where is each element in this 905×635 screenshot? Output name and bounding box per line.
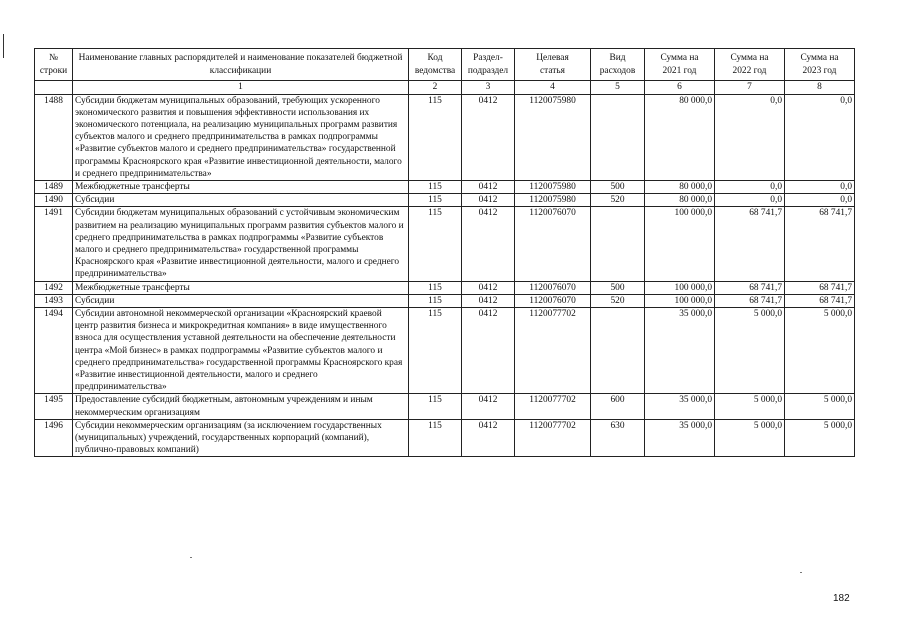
row-sum-2021: 100 000,0 [645, 281, 715, 294]
row-sum-2023: 0,0 [785, 194, 855, 207]
row-number: 1489 [35, 180, 73, 193]
row-razdel: 0412 [462, 194, 515, 207]
row-vedom: 115 [409, 180, 462, 193]
row-sum-2022: 5 000,0 [715, 419, 785, 457]
row-number: 1495 [35, 394, 73, 419]
row-number: 1491 [35, 207, 73, 281]
col-number: 5 [591, 81, 645, 95]
row-vid: 500 [591, 180, 645, 193]
row-celevaya: 1120075980 [515, 94, 591, 180]
table-row [35, 94, 855, 180]
row-vedom: 115 [409, 394, 462, 419]
row-razdel: 0412 [462, 294, 515, 307]
table-row [35, 194, 855, 207]
row-sum-2023: 5 000,0 [785, 419, 855, 457]
table-row [35, 180, 855, 193]
row-razdel: 0412 [462, 94, 515, 180]
row-celevaya: 1120076070 [515, 281, 591, 294]
row-sum-2023: 0,0 [785, 94, 855, 180]
row-sum-2021: 35 000,0 [645, 394, 715, 419]
row-sum-2023: 68 741,7 [785, 294, 855, 307]
row-celevaya: 1120077702 [515, 394, 591, 419]
row-number: 1494 [35, 307, 73, 393]
col-number: 8 [785, 81, 855, 95]
row-vid: 520 [591, 194, 645, 207]
row-celevaya: 1120077702 [515, 307, 591, 393]
row-sum-2023: 0,0 [785, 180, 855, 193]
row-razdel: 0412 [462, 394, 515, 419]
row-celevaya: 1120075980 [515, 180, 591, 193]
row-razdel: 0412 [462, 281, 515, 294]
row-sum-2023: 68 741,7 [785, 281, 855, 294]
row-vid [591, 94, 645, 180]
col-number: 2 [409, 81, 462, 95]
table-row [35, 281, 855, 294]
table-row [35, 207, 855, 281]
table-row [35, 307, 855, 393]
row-vedom: 115 [409, 194, 462, 207]
row-celevaya: 1120076070 [515, 207, 591, 281]
row-razdel: 0412 [462, 180, 515, 193]
header-celevaya: Целевая статья [515, 49, 591, 81]
row-vid [591, 207, 645, 281]
table-row [35, 394, 855, 419]
row-name: Межбюджетные трансферты [73, 180, 409, 193]
row-sum-2021: 35 000,0 [645, 419, 715, 457]
header-vedom: Код ведомства [409, 49, 462, 81]
col-number: 3 [462, 81, 515, 95]
row-name: Субсидии бюджетам муниципальных образований, требующих ускоренного экономического развития и повышения эффективности использования их экономического потенциала, на реализацию муниципальных программ развития субъектов малого и среднего предпринимательства в рамках подпрограммы «Развитие субъектов малого и среднего предпринимательства» государственной программы Красноярского края «Развитие инвестиционной деятельности, малого и среднего предпринимательства» [73, 94, 409, 180]
row-sum-2022: 68 741,7 [715, 294, 785, 307]
header-s2023: Сумма на 2023 год [785, 49, 855, 81]
row-sum-2022: 0,0 [715, 194, 785, 207]
row-sum-2022: 5 000,0 [715, 394, 785, 419]
row-sum-2022: 68 741,7 [715, 281, 785, 294]
column-number-row [35, 81, 855, 95]
row-razdel: 0412 [462, 419, 515, 457]
row-sum-2021: 35 000,0 [645, 307, 715, 393]
row-sum-2021: 80 000,0 [645, 194, 715, 207]
row-vid: 500 [591, 281, 645, 294]
row-sum-2022: 5 000,0 [715, 307, 785, 393]
row-sum-2021: 80 000,0 [645, 180, 715, 193]
row-name: Субсидии автономной некоммерческой организации «Красноярский краевой центр развития бизнеса и микрокредитная компания» в виде имущественного взноса для осуществления уставной деятельности на обеспечение деятельности центра «Мой бизнес» в рамках подпрограммы «Развитие субъектов малого и среднего предпринимательства» государственной программы Красноярского края «Развитие инвестиционной деятельности, малого и среднего предпринимательства» [73, 307, 409, 393]
row-name: Субсидии [73, 294, 409, 307]
row-name: Субсидии некоммерческим организациям (за исключением государственных (муниципальных) учреждений, государственных корпораций (компаний), публично-правовых компаний) [73, 419, 409, 457]
table-row [35, 419, 855, 457]
row-celevaya: 1120077702 [515, 419, 591, 457]
row-sum-2023: 5 000,0 [785, 307, 855, 393]
row-celevaya: 1120076070 [515, 294, 591, 307]
row-vedom: 115 [409, 207, 462, 281]
row-number: 1488 [35, 94, 73, 180]
table-row [35, 294, 855, 307]
budget-table [34, 48, 855, 457]
row-vid [591, 307, 645, 393]
row-number: 1490 [35, 194, 73, 207]
scan-speck [800, 572, 802, 573]
row-name: Субсидии [73, 194, 409, 207]
row-vedom: 115 [409, 294, 462, 307]
header-s2022: Сумма на 2022 год [715, 49, 785, 81]
row-sum-2023: 5 000,0 [785, 394, 855, 419]
row-sum-2021: 100 000,0 [645, 207, 715, 281]
col-number: 1 [73, 81, 409, 95]
row-vid: 630 [591, 419, 645, 457]
row-name: Субсидии бюджетам муниципальных образований с устойчивым экономическим развитием на реализацию муниципальных программ развития субъектов малого и среднего предпринимательства в рамках подпрограммы «Развитие субъектов малого и среднего предпринимательства» государственной программы Красноярского края «Развитие инвестиционной деятельности, малого и среднего предпринимательства» [73, 207, 409, 281]
header-razdel: Раздел- подраздел [462, 49, 515, 81]
row-sum-2022: 0,0 [715, 94, 785, 180]
header-name: Наименование главных распорядителей и наименование показателей бюджетной классификации [73, 49, 409, 81]
col-number: 7 [715, 81, 785, 95]
row-sum-2022: 0,0 [715, 180, 785, 193]
col-number [35, 81, 73, 95]
col-number: 6 [645, 81, 715, 95]
row-number: 1496 [35, 419, 73, 457]
margin-mark [3, 34, 4, 58]
scan-speck [190, 557, 192, 558]
row-number: 1493 [35, 294, 73, 307]
row-sum-2021: 100 000,0 [645, 294, 715, 307]
row-sum-2023: 68 741,7 [785, 207, 855, 281]
row-sum-2021: 80 000,0 [645, 94, 715, 180]
row-vedom: 115 [409, 94, 462, 180]
row-number: 1492 [35, 281, 73, 294]
row-vedom: 115 [409, 419, 462, 457]
row-razdel: 0412 [462, 207, 515, 281]
col-number: 4 [515, 81, 591, 95]
row-vid: 600 [591, 394, 645, 419]
row-razdel: 0412 [462, 307, 515, 393]
row-vedom: 115 [409, 307, 462, 393]
row-sum-2022: 68 741,7 [715, 207, 785, 281]
header-row [35, 49, 855, 81]
row-vid: 520 [591, 294, 645, 307]
header-num: № строки [35, 49, 73, 81]
row-celevaya: 1120075980 [515, 194, 591, 207]
page-number: 182 [833, 593, 850, 604]
header-s2021: Сумма на 2021 год [645, 49, 715, 81]
header-vid: Вид расходов [591, 49, 645, 81]
row-name: Предоставление субсидий бюджетным, автономным учреждениям и иным некоммерческим организациям [73, 394, 409, 419]
row-vedom: 115 [409, 281, 462, 294]
row-name: Межбюджетные трансферты [73, 281, 409, 294]
